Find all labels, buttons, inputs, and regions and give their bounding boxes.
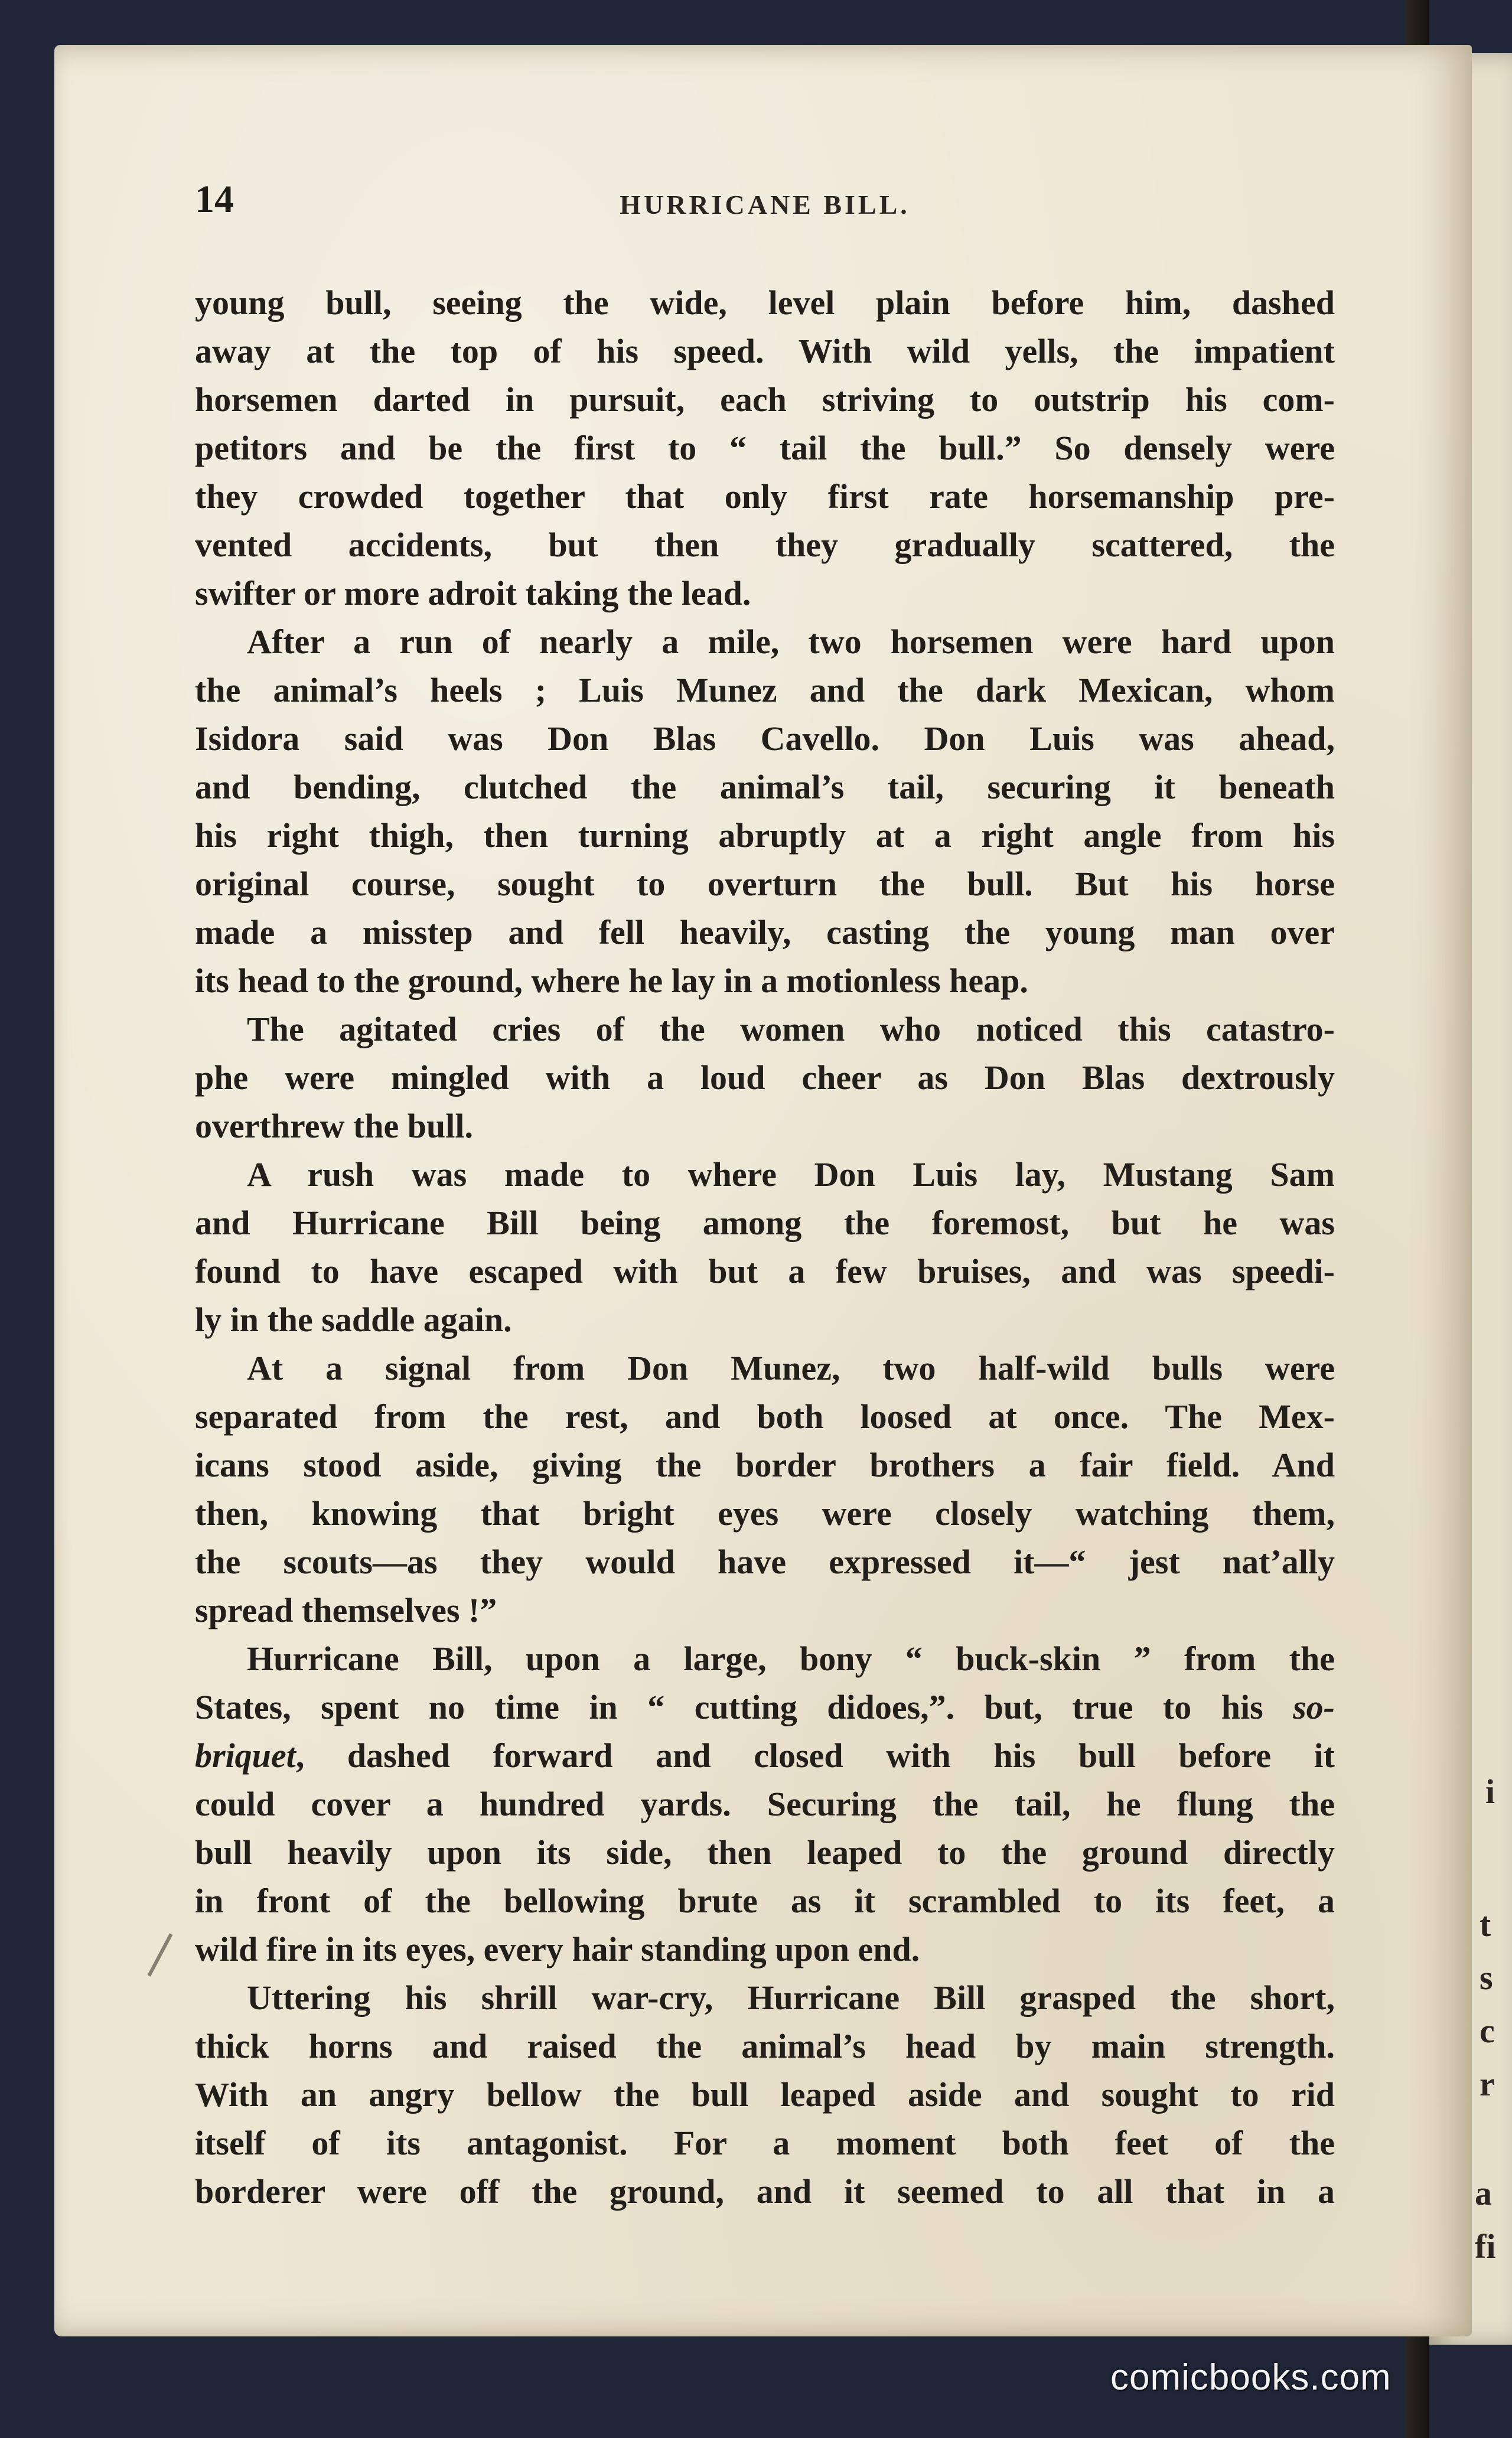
- text-line: its head to the ground, where he lay in a motionless heap.: [195, 961, 1028, 1000]
- facing-page-letter: fi: [1475, 2227, 1496, 2266]
- text-line: horsemen darted in pursuit, each striving to outstrip his com-: [195, 380, 1335, 419]
- text-line: then, knowing that bright eyes were closely watching them,: [195, 1494, 1335, 1533]
- italic-word: so-: [1293, 1688, 1335, 1726]
- text-line: his right thigh, then turning abruptly at a right angle from his: [195, 816, 1335, 855]
- facing-page-letter: i: [1485, 1772, 1495, 1811]
- text-line: separated from the rest, and both loosed at once. The Mex-: [195, 1397, 1335, 1436]
- text-line: borderer were off the ground, and it seemed to all that in a: [195, 2172, 1335, 2211]
- text-line: thick horns and raised the animal’s head by main strength.: [195, 2027, 1335, 2065]
- text-line: they crowded together that only first rate horsemanship pre-: [195, 477, 1335, 516]
- text-line: At a signal from Don Munez, two half-wild bulls were: [247, 1349, 1335, 1387]
- text-line: found to have escaped with but a few bruises, and was speedi-: [195, 1252, 1335, 1290]
- text-line: States, spent no time in “ cutting didoes,”. but, true to his so-: [195, 1688, 1335, 1726]
- text-line: young bull, seeing the wide, level plain before him, dashed: [195, 283, 1335, 322]
- text-line: briquet, dashed forward and closed with his bull before it: [195, 1736, 1335, 1775]
- text-line: ly in the saddle again.: [195, 1301, 512, 1339]
- text-line: After a run of nearly a mile, two horsemen were hard upon: [247, 622, 1335, 661]
- text-line: original course, sought to overturn the bull. But his horse: [195, 865, 1335, 903]
- facing-page-letter: c: [1480, 2012, 1495, 2050]
- text-line: the scouts—as they would have expressed it—“ jest nat’ally: [195, 1543, 1335, 1581]
- text-line: made a misstep and fell heavily, casting the young man over: [195, 913, 1335, 951]
- text-line: itself of its antagonist. For a moment both feet of the: [195, 2124, 1335, 2162]
- text-line: swifter or more adroit taking the lead.: [195, 574, 751, 612]
- text-line: With an angry bellow the bull leaped aside and sought to rid: [195, 2075, 1335, 2114]
- text-line: away at the top of his speed. With wild yells, the impatient: [195, 332, 1335, 370]
- text-line: spread themselves !”: [195, 1591, 497, 1629]
- facing-page-letter: a: [1475, 2174, 1492, 2212]
- italic-word: briquet: [195, 1736, 296, 1775]
- text-line: petitors and be the first to “ tail the bull.” So densely were: [195, 429, 1335, 467]
- text-line: Isidora said was Don Blas Cavello. Don Luis was ahead,: [195, 719, 1335, 758]
- text-line: could cover a hundred yards. Securing the tail, he flung the: [195, 1785, 1335, 1823]
- text-line: vented accidents, but then they gradually scattered, the: [195, 526, 1335, 564]
- text-line: bull heavily upon its side, then leaped to the ground directly: [195, 1833, 1335, 1872]
- text-line: the animal’s heels ; Luis Munez and the dark Mexican, whom: [195, 671, 1335, 709]
- text-line: phe were mingled with a loud cheer as Don Blas dextrously: [195, 1058, 1335, 1097]
- facing-page-letter: t: [1480, 1905, 1491, 1944]
- text-line: The agitated cries of the women who noticed this catastro-: [247, 1010, 1335, 1048]
- facing-page-letter: s: [1480, 1958, 1493, 1997]
- page-number: 14: [195, 178, 234, 221]
- text-line: A rush was made to where Don Luis lay, Mustang Sam: [247, 1155, 1335, 1194]
- text-line: Hurricane Bill, upon a large, bony “ buck-skin ” from the: [247, 1640, 1335, 1678]
- text-line: and bending, clutched the animal’s tail, securing it beneath: [195, 768, 1335, 806]
- text-line: overthrew the bull.: [195, 1107, 473, 1145]
- page-header: [195, 177, 1335, 230]
- running-head: HURRICANE BILL.: [620, 190, 910, 220]
- text-line: and Hurricane Bill being among the foremost, but he was: [195, 1204, 1335, 1242]
- text-line: Uttering his shrill war-cry, Hurricane Bill grasped the short,: [247, 1979, 1335, 2017]
- text-line: icans stood aside, giving the border brothers a fair field. And: [195, 1446, 1335, 1484]
- text-line: wild fire in its eyes, every hair standing upon end.: [195, 1930, 920, 1968]
- text-line: in front of the bellowing brute as it scrambled to its feet, a: [195, 1882, 1335, 1920]
- body-text: [195, 279, 1335, 2216]
- watermark: comicbooks.com: [1110, 2357, 1392, 2398]
- facing-page-letter: r: [1480, 2065, 1495, 2103]
